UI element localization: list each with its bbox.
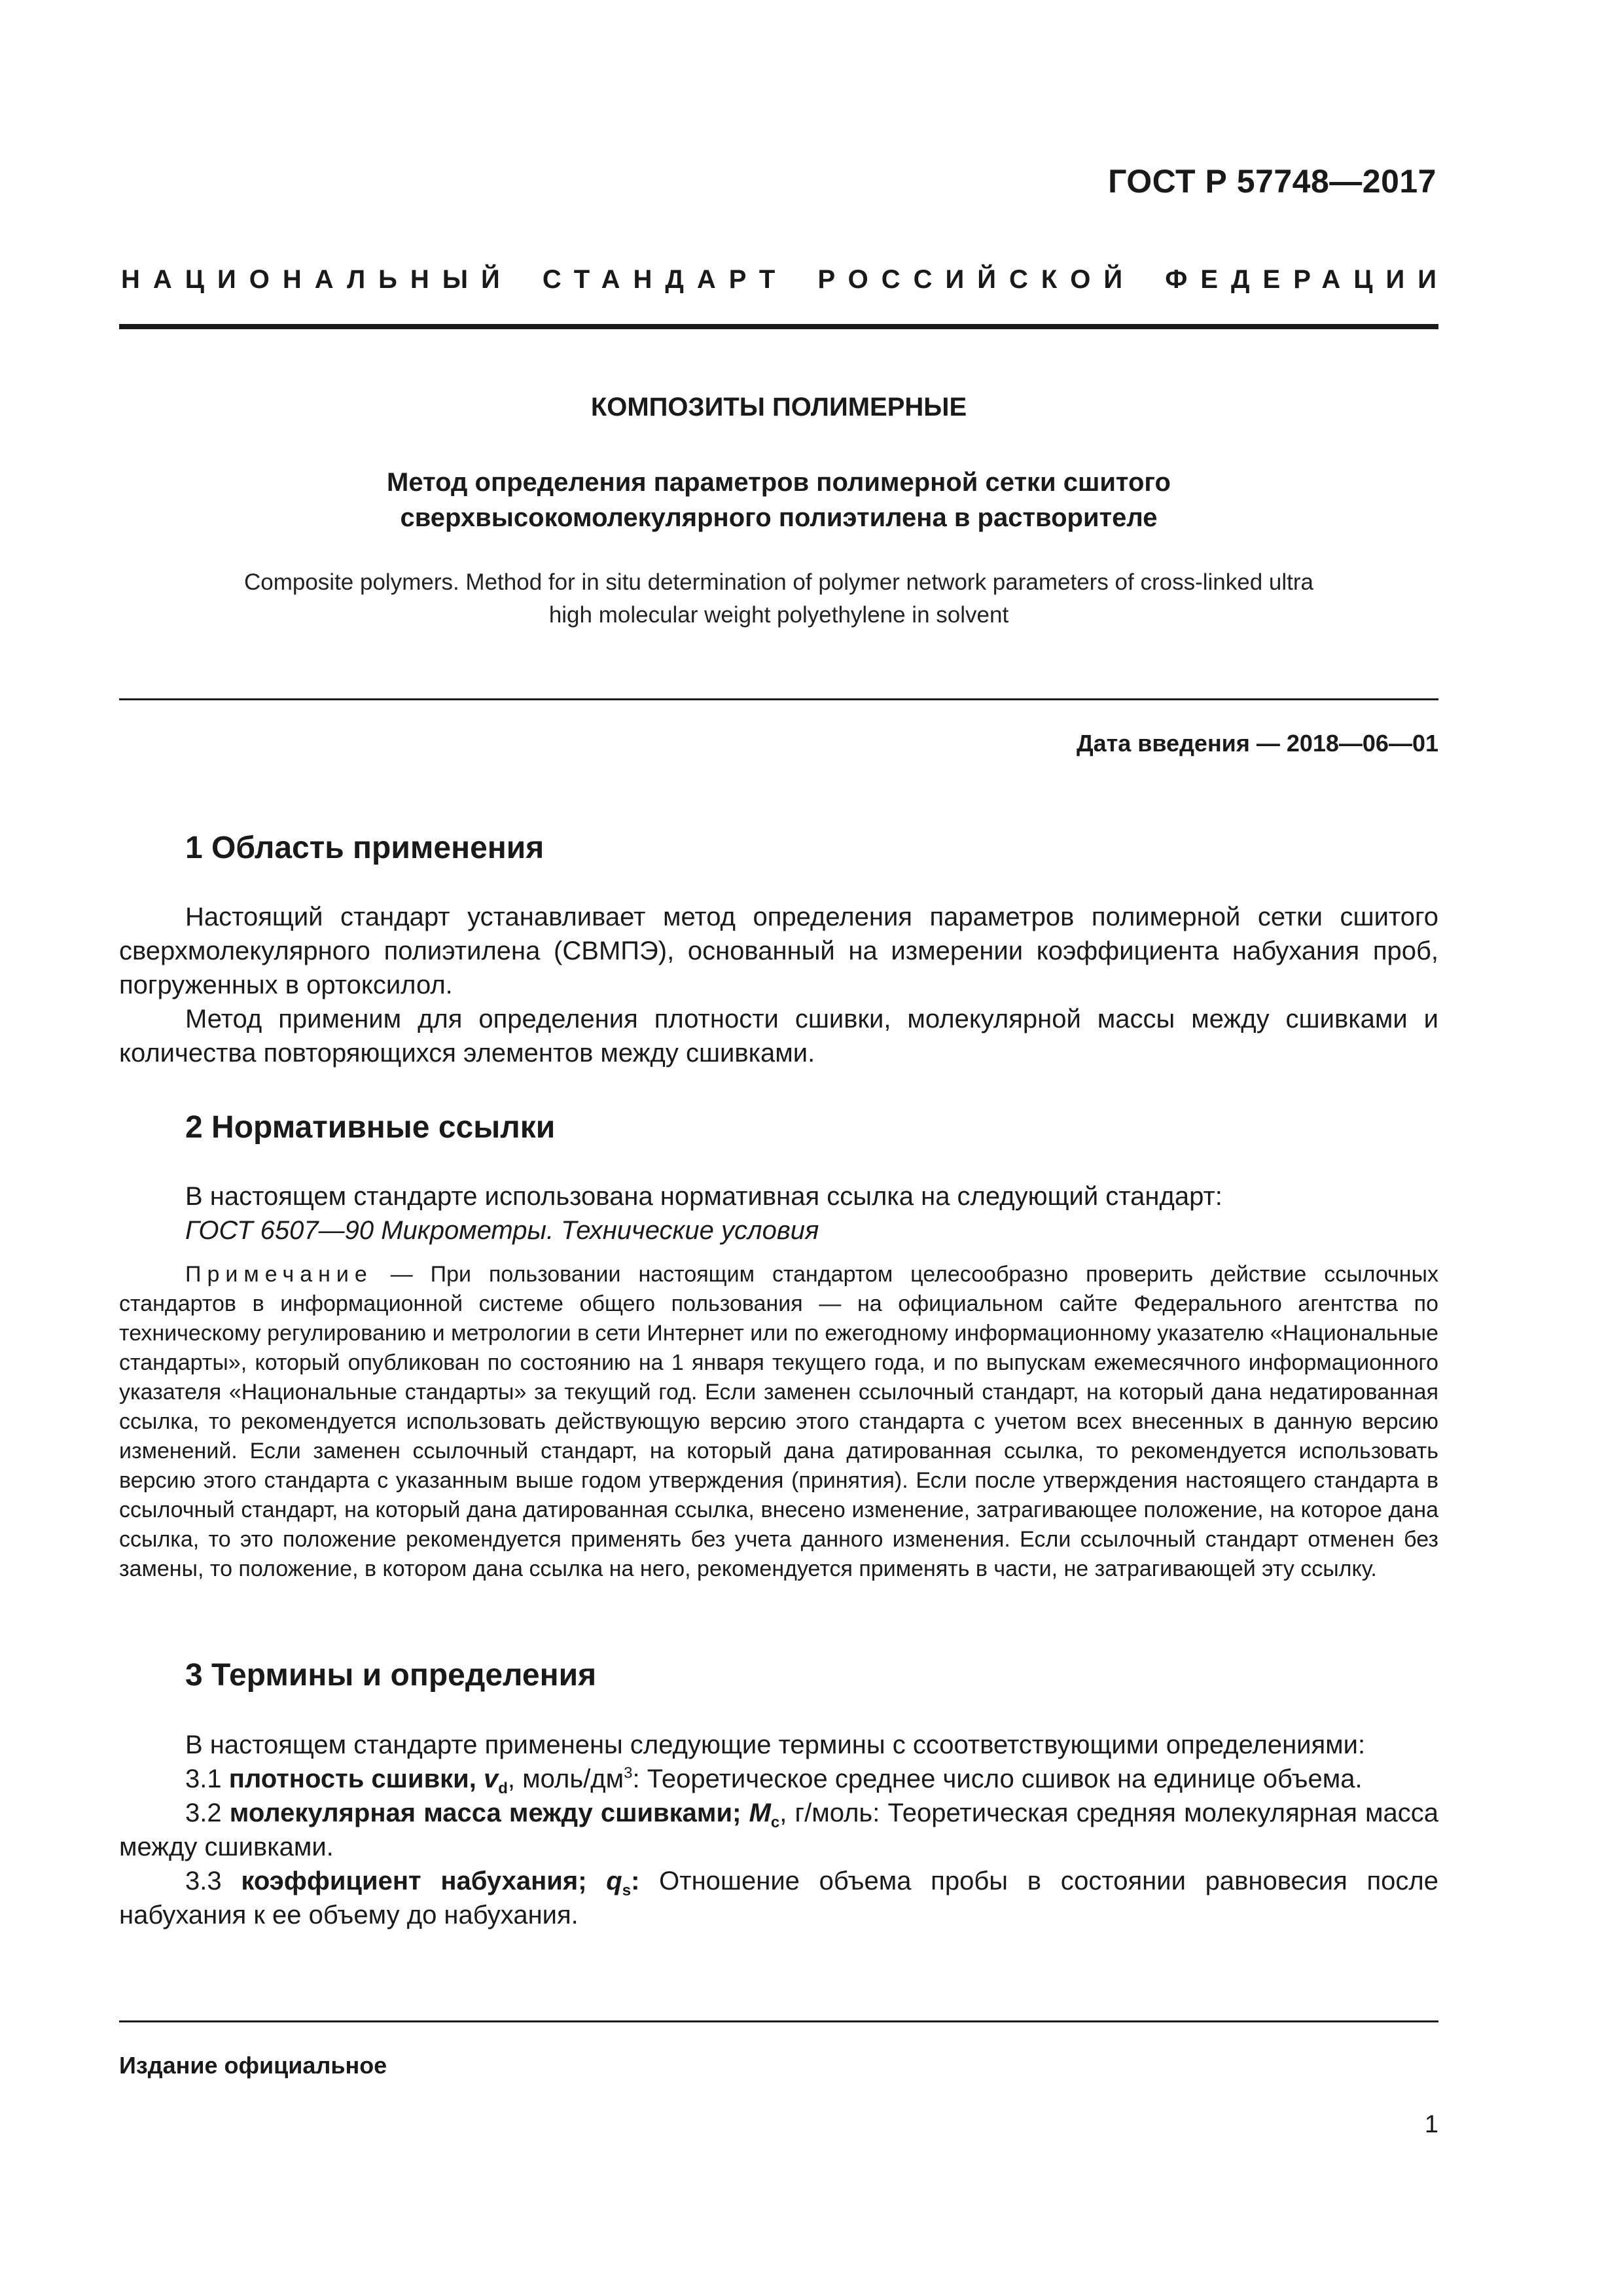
term-name: молекулярная масса между сшивками; — [229, 1799, 749, 1827]
term-symbol: q — [606, 1867, 622, 1895]
official-edition-label: Издание официальное — [119, 2052, 387, 2079]
term-name: плотность сшивки, — [228, 1765, 484, 1793]
document-subtitle — [119, 465, 1438, 535]
header-rule — [119, 324, 1438, 329]
note-text: — При пользовании настоящим стандартом целесообразно проверить действие ссылочных стандартов в информационной системе общего пользования — на официальном сайте Федерального агентства по техническому регулированию и метрологии в сети Интернет или по ежегодному информационному указателю «Национальные стандарты», который опубликован по состоянию на 1 января текущего года, и по выпускам ежемесячного информационного указателя «Национальные стандарты» за текущий год. Если заменен ссылочный стандарт, на который дана недатированная ссылка, то рекомендуется использовать действующую версию этого стандарта с учетом всех внесенных в данную версию изменений. Если заменен ссылочный стандарт, на который дана датированная ссылка, то рекомендуется использовать версию этого стандарта с указанным выше годом утверждения (принятия). Если после утверждения настоящего стандарта в ссылочный стандарт, на который дана датированная ссылка, внесено изменение, затрагивающее положение, на которое дана ссылка, то это положение рекомендуется применять без учета данного изменения. Если ссылочный стандарт отменен без замены, то положение, в котором дана ссылка на него, рекомендуется применять в части, не затрагивающей эту ссылку. — [119, 1262, 1438, 1581]
section-1-paragraph-1: Настоящий стандарт устанавливает метод определения параметров полимерной сетки сшитого сверхмолекулярного полиэтилена (СВМПЭ), основанный на измерении коэффициента набухания проб, погруженных в ортоксилол. — [119, 903, 1438, 999]
section-3-intro: В настоящем стандарте применены следующие термины с ссоответствующими определениями: — [185, 1731, 1366, 1759]
term-unit: , г/моль: — [779, 1799, 880, 1827]
term-3-2: 3.2 молекулярная масса между сшивками; $M_c$, г/моль: Теоретическая средняя молекулярная масса между сшивками. — [119, 1799, 1439, 1861]
banner-word: ФЕДЕРАЦИИ — [1165, 265, 1450, 294]
term-definition: Теоретическая средняя молекулярная масса между сшивками. — [119, 1799, 1439, 1861]
normative-reference: ГОСТ 6507—90 Микрометры. Технические условия — [185, 1216, 819, 1245]
national-standard-banner — [121, 265, 1450, 295]
introduction-date: Дата введения — 2018—06—01 — [1076, 730, 1438, 757]
term-symbol: v — [484, 1765, 499, 1793]
term-name: коэффициент набухания; — [241, 1867, 607, 1895]
section-1-paragraph-2: Метод применим для определения плотности сшивки, молекулярной массы между сшивками и количества повторяющихся элементов между сшивками. — [119, 1005, 1438, 1067]
subtitle-line: Метод определения параметров полимерной сетки сшитого — [387, 468, 1171, 497]
term-definition: Отношение объема пробы в состоянии равновесия после набухания к ее объему до набухания. — [119, 1867, 1439, 1929]
gost-code: ГОСТ Р 57748—2017 — [1108, 163, 1436, 200]
note-label: Примечание — [185, 1262, 373, 1287]
banner-word: СТАНДАРТ — [542, 265, 789, 294]
document-title: КОМПОЗИТЫ ПОЛИМЕРНЫЕ — [590, 393, 967, 422]
title-rule — [119, 698, 1438, 700]
section-1-heading: 1 Область применения — [185, 831, 544, 865]
section-3-heading: 3 Термины и определения — [185, 1658, 597, 1693]
note-block — [119, 1260, 1438, 1584]
page-number: 1 — [1424, 2111, 1438, 2138]
term-3-3: 3.3 коэффициент набухания; $q_s$: Отношение объема пробы в состоянии равновесия после набухания к ее объему до набухания. — [119, 1867, 1439, 1929]
term-unit: , моль/дм — [507, 1765, 624, 1793]
section-2-paragraph: В настоящем стандарте использована нормативная ссылка на следующий стандарт: — [185, 1182, 1222, 1211]
subtitle-line: сверхвысокомолекулярного полиэтилена в растворителе — [400, 503, 1158, 532]
banner-word: РОССИЙСКОЙ — [817, 265, 1136, 294]
term-symbol: M — [749, 1799, 771, 1827]
section-2-heading: 2 Нормативные ссылки — [185, 1110, 556, 1145]
footer-rule — [119, 2020, 1438, 2022]
term-3-1: 3.1 плотность сшивки, $v_d$, моль/$дм^3$: Теоретическое среднее число сшивок на единице объема. — [185, 1764, 1363, 1797]
english-title — [119, 566, 1438, 632]
term-definition: : Теоретическое среднее число сшивок на единице объема. — [632, 1765, 1363, 1793]
english-title-line: Composite polymers. Method for in situ determination of polymer network parameters of cross-linked ultra — [243, 569, 1313, 595]
english-title-line: high molecular weight polyethylene in solvent — [548, 602, 1009, 628]
banner-word: НАЦИОНАЛЬНЫЙ — [121, 265, 513, 294]
